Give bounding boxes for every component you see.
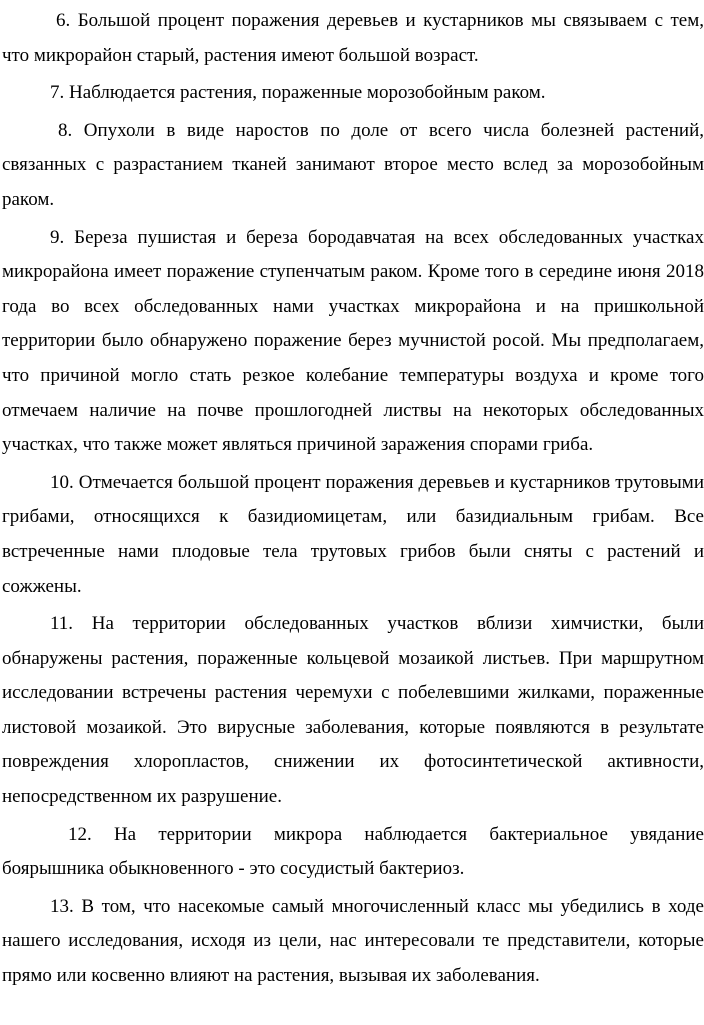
paragraph-7: 7. Наблюдается растения, пораженные морозобойным раком.	[50, 82, 546, 104]
paragraph-13: 13. В том, что насекомые самый многочисленный класс мы убедились в ходе нашего исследования, исходя из цели, нас интересовали те представители, которые прямо или косвенно влияют на растения, вызывая их заболевания.	[2, 895, 704, 987]
paragraph-11: 11. На территории обследованных участков вблизи химчистки, были обнаружены растения, пораженные кольцевой мозаикой листьев. При маршрутном исследовании встречены растения черемухи с побелевшими жилками, пораженные листовой мозаикой. Это вирусные заболевания, которые появляются в результате повреждения хлоропластов, снижении их фотосинтетической активности, непосредственном их разрушение.	[2, 613, 704, 808]
paragraph-6: 6. Большой процент поражения деревьев и кустарников мы связываем с тем, что микрорайон старый, растения имеют большой возраст.	[2, 10, 704, 66]
paragraph-10: 10. Отмечается большой процент поражения деревьев и кустарников трутовыми грибами, относящихся к базидиомицетам, или базидиальным грибам. Все встреченные нами плодовые тела трутовых грибов были сняты с растений и сожжены.	[2, 471, 704, 597]
paragraph-12: 12. На территории микрора наблюдается бактериальное увядание боярышника обыкновенного - это сосудистый бактериоз.	[2, 823, 704, 880]
paragraph-8: 8. Опухоли в виде наростов по доле от всего числа болезней растений, связанных с разрастанием тканей занимают второе место вслед за морозобойным раком.	[2, 119, 704, 210]
paragraph-9: 9. Береза пушистая и береза бородавчатая на всех обследованных участках микрорайона имеет поражение ступенчатым раком. Кроме того в середине июня 2018 года во всех обследованных нами участках микрорайона и на пришкольной территории было обнаружено поражение берез мучнистой росой. Мы предполагаем, что причиной могло стать резкое колебание температуры воздуха и кроме того отмечаем наличие на почве прошлогодней листвы на некоторых обследованных участках, что также может являться причиной заражения спорами гриба.	[2, 226, 704, 456]
